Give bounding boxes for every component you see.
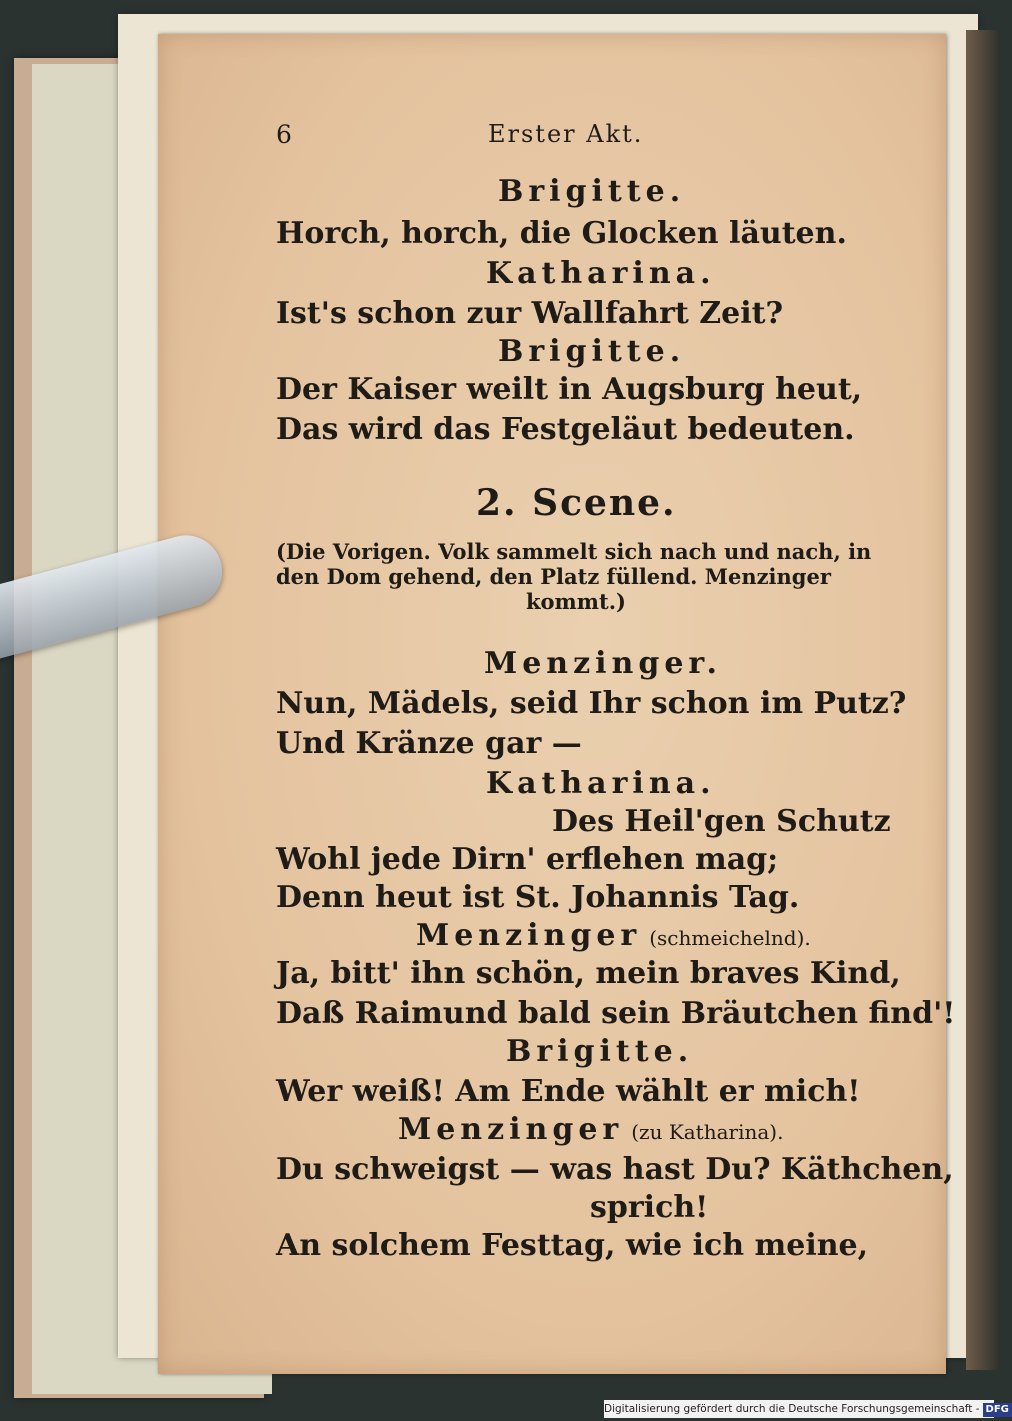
- verse-line: Ja, bitt' ihn schön, mein braves Kind,: [276, 956, 901, 991]
- verse-line: Ist's schon zur Wallfahrt Zeit?: [276, 296, 784, 331]
- verse-line: An solchem Festtag, wie ich meine,: [276, 1228, 869, 1263]
- stage-direction: (Die Vorigen. Volk sammelt sich nach und nach, in: [276, 539, 872, 564]
- speaker-name: Menzinger: [398, 1112, 624, 1147]
- speaker-name: Katharina.: [486, 256, 716, 291]
- verse-line: Wohl jede Dirn' erflehen mag;: [276, 842, 779, 877]
- verse-line: Du schweigst — was hast Du? Käthchen,: [276, 1152, 954, 1187]
- verse-line: Wer weiß! Am Ende wählt er mich!: [276, 1074, 861, 1109]
- speaker-line: [416, 918, 811, 953]
- speaker-stage-direction: (schmeichelnd).: [649, 926, 811, 950]
- verse-line: Das wird das Festgeläut bedeuten.: [276, 412, 855, 447]
- speaker-line: [398, 1112, 783, 1147]
- verse-line: Denn heut ist St. Johannis Tag.: [276, 880, 800, 915]
- scene-heading: 2. Scene.: [476, 482, 677, 524]
- verse-line: Und Kränze gar —: [276, 726, 582, 761]
- verse-line: sprich!: [590, 1190, 709, 1225]
- stage-direction: kommt.): [526, 589, 626, 614]
- verse-line: Nun, Mädels, seid Ihr schon im Putz?: [276, 686, 907, 721]
- verse-line: Horch, horch, die Glocken läuten.: [276, 216, 847, 251]
- speaker-name: Menzinger: [416, 918, 642, 953]
- speaker-stage-direction: (zu Katharina).: [631, 1120, 784, 1144]
- page-number: 6: [276, 120, 292, 149]
- speaker-name: Brigitte.: [506, 1034, 694, 1069]
- verse-line: Der Kaiser weilt in Augsburg heut,: [276, 372, 863, 407]
- running-title: Erster Akt.: [488, 120, 644, 148]
- speaker-name: Katharina.: [486, 766, 716, 801]
- stage-direction: den Dom gehend, den Platz füllend. Menzinger: [276, 564, 831, 589]
- digitization-credit: [604, 1400, 1009, 1418]
- verse-line: Daß Raimund bald sein Bräutchen find'!: [276, 996, 956, 1031]
- speaker-name: Brigitte.: [498, 334, 686, 369]
- dfg-logo: DFG: [983, 1403, 1012, 1417]
- verse-line: Des Heil'gen Schutz: [552, 804, 891, 839]
- binding-shadow: [966, 30, 1000, 1370]
- speaker-name: Menzinger.: [484, 646, 722, 681]
- speaker-name: Brigitte.: [498, 174, 686, 209]
- book-page: [158, 34, 956, 1374]
- credit-text: Digitalisierung gefördert durch die Deutsche Forschungsgemeinschaft -: [604, 1403, 980, 1415]
